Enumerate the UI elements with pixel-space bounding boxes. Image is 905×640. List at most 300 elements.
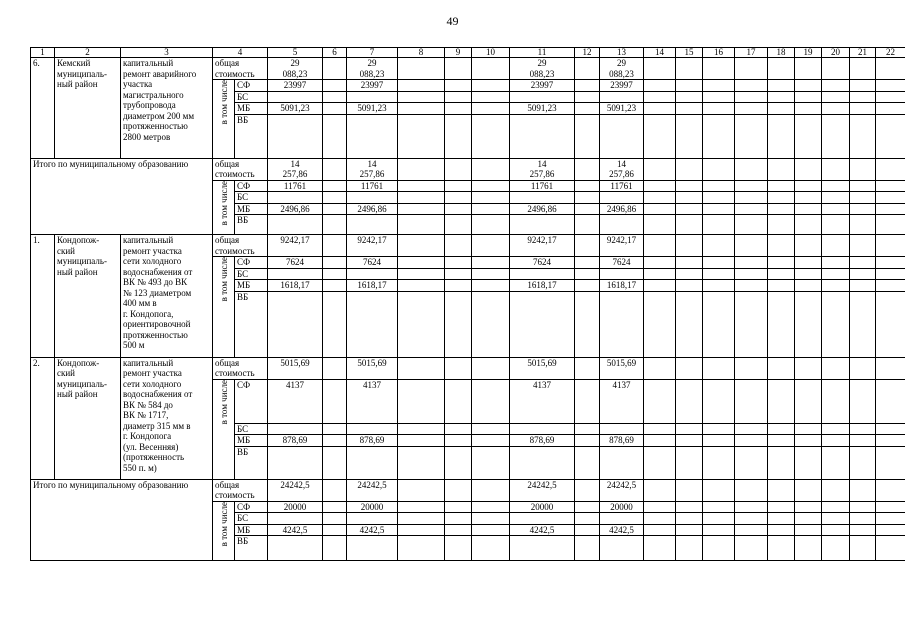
empty-cell [600,446,644,479]
empty-cell [850,91,876,103]
empty-cell [795,91,822,103]
empty-cell [445,357,472,379]
empty-cell [398,379,445,423]
empty-cell [472,180,510,192]
empty-cell [876,91,905,103]
empty-cell [676,513,703,525]
empty-cell [768,357,795,379]
col-header: 6 [323,48,347,58]
empty-cell [347,423,398,435]
value-mb-col11: 2496,86 [510,203,575,215]
label-mb: МБ [235,435,268,447]
empty-cell [445,235,472,257]
empty-cell [347,446,398,479]
value-total-col11: 29 088,23 [510,58,575,80]
empty-cell [644,235,676,257]
total-row [31,479,905,501]
empty-cell [323,103,347,115]
value-sf-col5: 11761 [268,180,323,192]
empty-cell [398,479,445,501]
in-total-label [213,257,235,358]
empty-cell [876,103,905,115]
empty-cell [735,114,768,158]
empty-cell [472,357,510,379]
label-mb: МБ [235,203,268,215]
value-sf-col13: 23997 [600,80,644,92]
empty-cell [735,80,768,92]
empty-cell [735,513,768,525]
empty-cell [735,524,768,536]
project-description: капитальный ремонт участка сети холодного водоснабжения от ВК № 493 до ВК № 123 диаметром 400 мм в г. Кондопога, ориентировочной протяженностью 500 м [121,235,213,358]
empty-cell [472,192,510,204]
empty-cell [703,536,735,561]
empty-cell [876,435,905,447]
empty-cell [768,203,795,215]
empty-cell [445,215,472,235]
empty-cell [876,203,905,215]
empty-cell [575,158,600,180]
empty-cell [575,235,600,257]
empty-cell [644,58,676,80]
empty-cell [795,180,822,192]
empty-cell [644,257,676,269]
label-total-cost: общая стоимость [213,235,268,257]
empty-cell [644,80,676,92]
empty-cell [323,80,347,92]
empty-cell [575,379,600,423]
empty-cell [472,257,510,269]
empty-cell [398,268,445,280]
empty-cell [876,268,905,280]
empty-cell [735,103,768,115]
empty-cell [850,446,876,479]
empty-cell [445,423,472,435]
empty-cell [644,446,676,479]
empty-cell [445,435,472,447]
col-header: 7 [347,48,398,58]
value-total-col13: 29 088,23 [600,58,644,80]
col-header: 15 [676,48,703,58]
empty-cell [822,103,850,115]
empty-cell [600,536,644,561]
empty-cell [398,524,445,536]
total-label: Итого по муниципальному образованию [31,158,213,235]
empty-cell [445,103,472,115]
empty-cell [644,501,676,513]
empty-cell [676,379,703,423]
value-sf-col13: 4137 [600,379,644,423]
empty-cell [575,524,600,536]
empty-cell [575,80,600,92]
empty-cell [268,215,323,235]
empty-cell [703,379,735,423]
empty-cell [575,103,600,115]
empty-cell [347,192,398,204]
empty-cell [768,268,795,280]
empty-cell [472,513,510,525]
empty-cell [644,280,676,292]
empty-cell [644,379,676,423]
empty-cell [703,192,735,204]
empty-cell [644,192,676,204]
empty-cell [676,91,703,103]
empty-cell [347,215,398,235]
empty-cell [768,80,795,92]
empty-cell [876,58,905,80]
empty-cell [850,513,876,525]
empty-cell [575,58,600,80]
empty-cell [822,501,850,513]
empty-cell [575,215,600,235]
page-number: 49 [446,14,459,28]
value-sf-col5: 23997 [268,80,323,92]
empty-cell [472,501,510,513]
label-vb: ВБ [235,536,268,561]
empty-cell [795,203,822,215]
empty-cell [795,257,822,269]
empty-cell [850,114,876,158]
empty-cell [735,291,768,357]
empty-cell [850,379,876,423]
total-label: Итого по муниципальному образованию [31,479,213,561]
empty-cell [850,257,876,269]
empty-cell [735,91,768,103]
label-sf: СФ [235,80,268,92]
empty-cell [398,180,445,192]
empty-cell [600,513,644,525]
empty-cell [822,280,850,292]
value-sf-col11: 11761 [510,180,575,192]
empty-cell [822,479,850,501]
empty-cell [876,291,905,357]
label-sf: СФ [235,379,268,423]
empty-cell [850,80,876,92]
empty-cell [644,357,676,379]
empty-cell [703,423,735,435]
empty-cell [795,58,822,80]
empty-cell [735,479,768,501]
empty-cell [398,80,445,92]
empty-cell [644,524,676,536]
empty-cell [472,379,510,423]
empty-cell [323,203,347,215]
empty-cell [703,524,735,536]
empty-cell [822,158,850,180]
empty-cell [575,479,600,501]
in-total-text: в том числе [218,501,229,546]
empty-cell [850,280,876,292]
col-header: 14 [644,48,676,58]
empty-cell [398,257,445,269]
empty-cell [703,58,735,80]
in-total-label [213,180,235,235]
empty-cell [472,103,510,115]
empty-cell [398,203,445,215]
empty-cell [510,91,575,103]
empty-cell [735,215,768,235]
empty-cell [445,180,472,192]
col-header: 11 [510,48,575,58]
empty-cell [795,446,822,479]
empty-cell [323,379,347,423]
label-sf: СФ [235,257,268,269]
value-mb-col13: 5091,23 [600,103,644,115]
empty-cell [876,379,905,423]
empty-cell [795,435,822,447]
empty-cell [323,114,347,158]
empty-cell [876,257,905,269]
project-row [31,357,905,379]
value-sf-col7: 7624 [347,257,398,269]
value-sf-col13: 20000 [600,501,644,513]
empty-cell [347,114,398,158]
empty-cell [268,513,323,525]
empty-cell [822,536,850,561]
empty-cell [795,379,822,423]
empty-cell [445,479,472,501]
col-header: 13 [600,48,644,58]
empty-cell [575,446,600,479]
empty-cell [323,235,347,257]
district-name: Кондопож- ский муниципаль- ный район [55,357,121,479]
empty-cell [876,501,905,513]
empty-cell [876,423,905,435]
empty-cell [575,513,600,525]
empty-cell [768,91,795,103]
empty-cell [676,446,703,479]
value-total-col7: 9242,17 [347,235,398,257]
empty-cell [676,180,703,192]
empty-cell [472,536,510,561]
empty-cell [735,58,768,80]
empty-cell [850,291,876,357]
empty-cell [472,268,510,280]
label-bs: БС [235,192,268,204]
value-mb-col7: 1618,17 [347,280,398,292]
empty-cell [822,291,850,357]
empty-cell [398,423,445,435]
empty-cell [398,235,445,257]
value-mb-col11: 5091,23 [510,103,575,115]
value-total-col11: 24242,5 [510,479,575,501]
value-sf-col13: 7624 [600,257,644,269]
value-mb-col13: 878,69 [600,435,644,447]
empty-cell [472,114,510,158]
empty-cell [676,536,703,561]
empty-cell [323,158,347,180]
col-header: 10 [472,48,510,58]
empty-cell [644,91,676,103]
empty-cell [822,80,850,92]
empty-cell [644,423,676,435]
empty-cell [323,257,347,269]
in-total-text: в том числе [218,80,229,125]
empty-cell [600,192,644,204]
empty-cell [268,192,323,204]
empty-cell [768,501,795,513]
empty-cell [347,91,398,103]
empty-cell [445,379,472,423]
in-total-label [213,379,235,479]
empty-cell [398,91,445,103]
empty-cell [735,180,768,192]
value-mb-col13: 1618,17 [600,280,644,292]
value-total-col5: 9242,17 [268,235,323,257]
col-header: 8 [398,48,445,58]
col-header: 20 [822,48,850,58]
empty-cell [600,91,644,103]
empty-cell [703,203,735,215]
empty-cell [445,91,472,103]
empty-cell [398,291,445,357]
empty-cell [735,536,768,561]
empty-cell [876,235,905,257]
empty-cell [822,357,850,379]
empty-cell [445,280,472,292]
col-header: 22 [876,48,905,58]
empty-cell [347,536,398,561]
empty-cell [510,114,575,158]
empty-cell [676,235,703,257]
empty-cell [795,357,822,379]
empty-cell [703,80,735,92]
empty-cell [703,158,735,180]
empty-cell [768,114,795,158]
empty-cell [575,91,600,103]
value-mb-col13: 2496,86 [600,203,644,215]
row-number: 2. [31,357,55,479]
empty-cell [850,215,876,235]
in-total-label [213,501,235,561]
empty-cell [703,268,735,280]
empty-cell [445,257,472,269]
value-sf-col7: 11761 [347,180,398,192]
value-sf-col11: 23997 [510,80,575,92]
value-sf-col11: 20000 [510,501,575,513]
empty-cell [398,192,445,204]
empty-cell [676,423,703,435]
district-name: Кондопож- ский муниципаль- ный район [55,235,121,358]
value-total-col13: 9242,17 [600,235,644,257]
empty-cell [575,536,600,561]
table-body [31,48,905,561]
empty-cell [876,180,905,192]
label-total-cost: общая стоимость [213,158,268,180]
empty-cell [472,91,510,103]
value-total-col7: 24242,5 [347,479,398,501]
empty-cell [445,501,472,513]
empty-cell [735,357,768,379]
empty-cell [323,446,347,479]
empty-cell [676,501,703,513]
empty-cell [850,423,876,435]
empty-cell [768,103,795,115]
empty-cell [398,158,445,180]
in-total-text: в том числе [218,379,229,424]
empty-cell [822,513,850,525]
empty-cell [822,58,850,80]
empty-cell [876,536,905,561]
label-bs: БС [235,513,268,525]
empty-cell [600,114,644,158]
value-sf-col7: 23997 [347,80,398,92]
empty-cell [795,268,822,280]
empty-cell [768,536,795,561]
empty-cell [735,423,768,435]
empty-cell [703,257,735,269]
empty-cell [323,280,347,292]
empty-cell [795,280,822,292]
col-header: 1 [31,48,55,58]
empty-cell [575,180,600,192]
empty-cell [850,235,876,257]
empty-cell [323,180,347,192]
label-mb: МБ [235,103,268,115]
col-header: 18 [768,48,795,58]
empty-cell [398,446,445,479]
value-mb-col13: 4242,5 [600,524,644,536]
empty-cell [768,280,795,292]
empty-cell [676,58,703,80]
empty-cell [795,103,822,115]
empty-cell [347,291,398,357]
empty-cell [323,479,347,501]
empty-cell [850,180,876,192]
empty-cell [822,114,850,158]
empty-cell [850,357,876,379]
empty-cell [398,357,445,379]
empty-cell [822,91,850,103]
empty-cell [268,423,323,435]
label-mb: МБ [235,280,268,292]
empty-cell [575,192,600,204]
empty-cell [398,103,445,115]
empty-cell [703,501,735,513]
budget-table [30,47,905,561]
empty-cell [445,536,472,561]
empty-cell [735,235,768,257]
empty-cell [644,479,676,501]
empty-cell [676,357,703,379]
col-header: 4 [213,48,268,58]
value-mb-col7: 5091,23 [347,103,398,115]
col-header: 21 [850,48,876,58]
empty-cell [795,235,822,257]
empty-cell [850,536,876,561]
empty-cell [735,257,768,269]
empty-cell [644,513,676,525]
value-mb-col5: 2496,86 [268,203,323,215]
empty-cell [398,280,445,292]
label-sf: СФ [235,501,268,513]
empty-cell [323,501,347,513]
project-description: капитальный ремонт аварийного участка магистрального трубопровода диаметром 200 мм протяженностью 2800 метров [121,58,213,159]
empty-cell [735,435,768,447]
empty-cell [876,215,905,235]
empty-cell [323,513,347,525]
value-total-col7: 14 257,86 [347,158,398,180]
empty-cell [822,192,850,204]
empty-cell [510,446,575,479]
empty-cell [850,103,876,115]
empty-cell [398,215,445,235]
empty-cell [575,291,600,357]
empty-cell [398,114,445,158]
empty-cell [850,479,876,501]
empty-cell [323,192,347,204]
empty-cell [575,423,600,435]
label-total-cost: общая стоимость [213,58,268,80]
